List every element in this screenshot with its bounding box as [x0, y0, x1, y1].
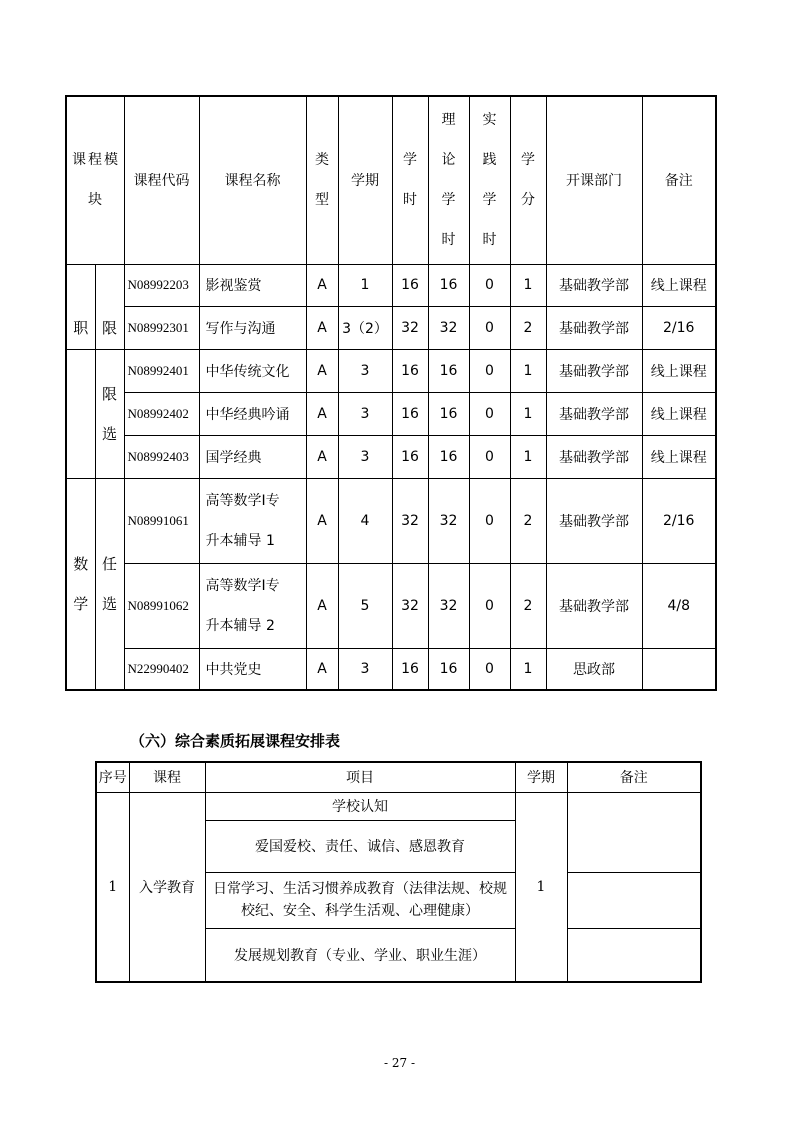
course-name: 中共党史: [199, 648, 306, 690]
header-type-char: 类: [315, 152, 329, 169]
module-label-char: 限: [101, 384, 117, 403]
table-row: [66, 349, 716, 392]
course-code: N08992203: [124, 264, 199, 306]
course-name-line: 高等数学Ⅰ专: [205, 492, 280, 509]
course-name: [199, 563, 306, 648]
course-type: A: [306, 648, 338, 690]
header-credits-char: 学: [521, 152, 535, 169]
table-row: [66, 392, 716, 435]
course-theory: 32: [428, 306, 469, 349]
course-type: A: [306, 478, 338, 563]
course-credits: 1: [510, 392, 546, 435]
course-term: 3（2）: [338, 306, 392, 349]
course-hours: 32: [392, 306, 428, 349]
module-label: 职: [66, 306, 95, 349]
table-row: [66, 563, 716, 648]
header-practice-char: 时: [482, 232, 497, 249]
course-term: 3: [338, 648, 392, 690]
header-type: [306, 96, 338, 264]
table-row: [66, 435, 716, 478]
course-type: A: [306, 306, 338, 349]
module-label: 限: [95, 306, 124, 349]
course-term: 3: [338, 392, 392, 435]
module-label-char: 学: [73, 594, 89, 613]
course-name: 中华传统文化: [199, 349, 306, 392]
course-type: A: [306, 563, 338, 648]
course-name: [199, 478, 306, 563]
course-term: 4: [338, 478, 392, 563]
course-credits: 1: [510, 648, 546, 690]
course-type: A: [306, 392, 338, 435]
course-practice: 0: [469, 392, 510, 435]
table-row: [66, 306, 716, 349]
course-credits: 1: [510, 435, 546, 478]
course-credits: 1: [510, 264, 546, 306]
course-dept: 思政部: [546, 648, 642, 690]
table-row: [66, 648, 716, 690]
course-hours: 16: [392, 435, 428, 478]
course-theory: 32: [428, 563, 469, 648]
header-items: 项目: [205, 762, 515, 792]
table-row: [66, 264, 716, 306]
section-title: （六）综合素质拓展课程安排表: [130, 732, 341, 750]
header-theory-char: 理: [441, 112, 456, 129]
module-label-renxuan: [95, 478, 124, 690]
course-name: 写作与沟通: [199, 306, 306, 349]
header-course: 课程: [129, 762, 205, 792]
course-term: 1: [338, 264, 392, 306]
course-hours: 16: [392, 648, 428, 690]
course-dept: 基础教学部: [546, 306, 642, 349]
course-name: 国学经典: [199, 435, 306, 478]
course-credits: 2: [510, 306, 546, 349]
header-row: [96, 762, 701, 792]
header-credits-char: 分: [521, 192, 535, 209]
course-type: A: [306, 349, 338, 392]
module-cell: [95, 264, 124, 306]
course-note: 2/16: [642, 478, 716, 563]
course-type: A: [306, 435, 338, 478]
course-hours: 32: [392, 563, 428, 648]
note-cell: [567, 928, 701, 982]
item-cell: 爱国爱校、责任、诚信、感恩教育: [205, 820, 515, 872]
course-term: 3: [338, 435, 392, 478]
course-theory: 16: [428, 648, 469, 690]
seq-cell: 1: [96, 792, 129, 982]
header-hours: [392, 96, 428, 264]
course-code: N08992403: [124, 435, 199, 478]
header-type-char: 型: [315, 192, 329, 209]
course-type: A: [306, 264, 338, 306]
course-note: 线上课程: [642, 349, 716, 392]
header-theory-char: 学: [441, 192, 456, 209]
course-practice: 0: [469, 306, 510, 349]
header-credits: [510, 96, 546, 264]
course-name-line: 高等数学Ⅰ专: [205, 577, 280, 594]
course-term: 3: [338, 349, 392, 392]
course-hours: 16: [392, 392, 428, 435]
course-theory: 16: [428, 349, 469, 392]
item-cell: 发展规划教育（专业、学业、职业生涯）: [205, 928, 515, 982]
header-row: [66, 96, 716, 264]
quality-course-table: [95, 761, 702, 983]
module-label-shuxue: [66, 478, 95, 690]
table-row: [66, 478, 716, 563]
header-code: 课程代码: [124, 96, 199, 264]
course-code: N08991062: [124, 563, 199, 648]
course-credits: 2: [510, 478, 546, 563]
header-term: 学期: [338, 96, 392, 264]
page-number: - 27 -: [383, 1056, 415, 1070]
course-dept: 基础教学部: [546, 264, 642, 306]
course-cell: 入学教育: [129, 792, 205, 982]
course-dept: 基础教学部: [546, 435, 642, 478]
course-practice: 0: [469, 478, 510, 563]
course-theory: 16: [428, 264, 469, 306]
header-note: 备注: [567, 762, 701, 792]
course-code: N08992402: [124, 392, 199, 435]
note-cell: [567, 792, 701, 872]
course-credits: 1: [510, 349, 546, 392]
course-dept: 基础教学部: [546, 392, 642, 435]
course-credits: 2: [510, 563, 546, 648]
course-theory: 16: [428, 392, 469, 435]
header-seq: 序号: [96, 762, 129, 792]
course-practice: 0: [469, 264, 510, 306]
course-name: 影视鉴赏: [199, 264, 306, 306]
header-module-text: 课程模块: [72, 152, 120, 209]
course-hours: 16: [392, 349, 428, 392]
module-cell: [66, 264, 95, 306]
course-practice: 0: [469, 648, 510, 690]
course-dept: 基础教学部: [546, 478, 642, 563]
course-note: 线上课程: [642, 392, 716, 435]
header-practice: [469, 96, 510, 264]
term-cell: 1: [515, 792, 567, 982]
course-dept: 基础教学部: [546, 563, 642, 648]
item-cell: 日常学习、生活习惯养成教育（法律法规、校规校纪、安全、科学生活观、心理健康）: [205, 872, 515, 928]
course-practice: 0: [469, 349, 510, 392]
header-hours-char: 时: [403, 192, 417, 209]
course-hours: 32: [392, 478, 428, 563]
course-code: N08991061: [124, 478, 199, 563]
header-name: 课程名称: [199, 96, 306, 264]
course-practice: 0: [469, 563, 510, 648]
course-term: 5: [338, 563, 392, 648]
course-theory: 16: [428, 435, 469, 478]
course-theory: 32: [428, 478, 469, 563]
header-practice-char: 学: [482, 192, 497, 209]
header-practice-char: 践: [482, 152, 497, 169]
header-practice-char: 实: [482, 112, 497, 129]
header-term: 学期: [515, 762, 567, 792]
header-note: 备注: [642, 96, 716, 264]
course-practice: 0: [469, 435, 510, 478]
header-dept: 开课部门: [546, 96, 642, 264]
course-name-line: 升本辅导 2: [205, 617, 275, 634]
course-table: [65, 95, 717, 691]
course-code: N08992301: [124, 306, 199, 349]
module-label-xianxuan: [95, 349, 124, 478]
module-cell: [66, 349, 95, 478]
course-code: N08992401: [124, 349, 199, 392]
course-name: 中华经典吟诵: [199, 392, 306, 435]
item-cell: 学校认知: [205, 792, 515, 820]
course-code: N22990402: [124, 648, 199, 690]
note-cell: [567, 872, 701, 928]
module-label-char: 选: [101, 594, 117, 613]
table-row: [96, 792, 701, 820]
module-label-char: 任: [101, 554, 117, 573]
course-hours: 16: [392, 264, 428, 306]
course-note: 4/8: [642, 563, 716, 648]
header-module: [66, 96, 124, 264]
module-label-char: 数: [73, 554, 89, 573]
header-theory-char: 时: [441, 232, 456, 249]
course-note: [642, 648, 716, 690]
header-hours-char: 学: [403, 152, 417, 169]
course-note: 2/16: [642, 306, 716, 349]
header-theory-char: 论: [441, 152, 456, 169]
course-note: 线上课程: [642, 264, 716, 306]
course-note: 线上课程: [642, 435, 716, 478]
header-theory: [428, 96, 469, 264]
module-label-char: 选: [101, 424, 117, 443]
course-name-line: 升本辅导 1: [205, 532, 275, 549]
course-dept: 基础教学部: [546, 349, 642, 392]
